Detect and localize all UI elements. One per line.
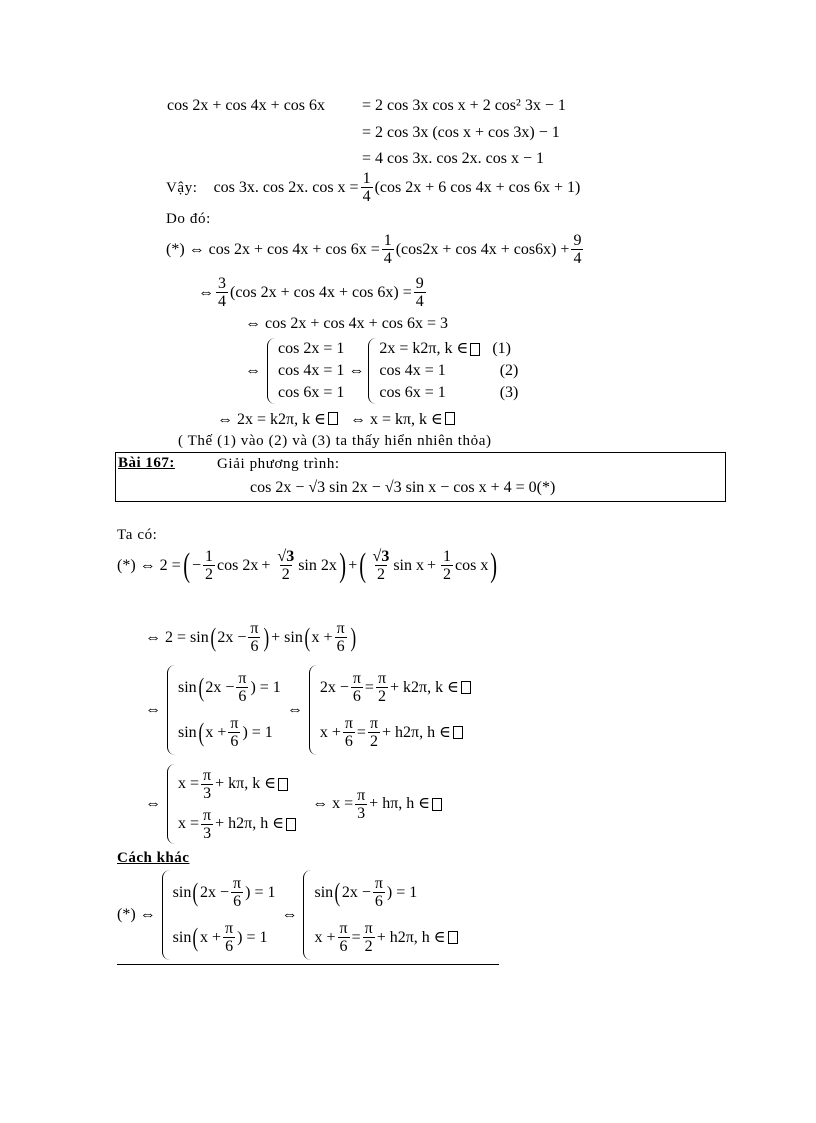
derivation-step-2: = 2 cos 3x (cos x + cos 3x) − 1 [362,124,560,141]
integer-set-icon [470,343,480,356]
equiv-symbol: ⇔ [281,906,298,923]
integer-set-icon [461,681,471,694]
system-cos-left [267,338,344,404]
fraction-one-half: $\frac{1}{2}$ [205,548,214,583]
equiv-symbol: ⇔ [245,362,261,379]
equiv-symbol: ⇔ [145,795,161,812]
derivation-step-3: = 4 cos 3x. cos 2x. cos x − 1 [362,150,545,167]
brace-icon [368,338,377,404]
eq2-mid: (cos 2x + cos 4x + cos 6x) = [230,283,412,301]
equivalence-line-2 [198,275,428,310]
fraction-one-quarter: $\frac{1}{4}$ [383,232,392,267]
equiv-symbol: ⇔ [198,283,214,301]
alt-system [117,870,458,960]
system-sin-right [309,665,471,755]
alt-left-row-1: sin ( 2x − $\frac{\pi}{6}$ ) = 1 [172,875,276,910]
sys-x-row-2: x = $\frac{\pi}{3}$ + h2π, h ∈ [178,807,296,842]
system-equivalence [245,338,518,404]
system-x: ⇔ x = $\frac{\pi}{3}$ + kπ, k ∈ x = $\frac{\pi}{3}$ + h2π, h ∈ ⇔ x = $\frac{\pi}{3}$ + hπ, h ∈ [145,764,442,844]
integer-set-icon [453,726,463,739]
brace-icon [303,870,312,960]
equiv-symbol: ⇔ [145,701,161,718]
sys-sin-left-row-2: sin ( x + $\frac{\pi}{6}$ ) = 1 [178,715,273,750]
sys-sin-left-row-1: sin ( 2x − $\frac{\pi}{6}$ ) = 1 [178,670,281,705]
sys-right-row-2: cos 4x = 1 (2) [379,362,519,379]
fraction-pi-six: $\frac{\pi}{6}$ [336,620,345,655]
section-divider [117,964,499,965]
do-do-label: Do đó: [166,211,211,227]
brace-icon [309,665,318,755]
conclusion-line [166,170,580,205]
vay-label: Vậy: [166,179,198,196]
eq1-lhs: ⇔ cos 2x + cos 4x + cos 6x = [188,240,380,258]
sys-sin-right-row-1: 2x − $\frac{\pi}{6}$ = $\frac{\pi}{2}$ + k2π, k ∈ [320,670,471,705]
fraction-nine-quarters: $\frac{9}{4}$ [415,275,424,310]
fraction-one-quarter: $\frac{1}{4}$ [362,170,371,205]
ta-co-label: Ta có: [117,527,158,543]
problem-instruction: Giải phương trình: [217,456,340,472]
sys-left-row-3: cos 6x = 1 [278,384,345,401]
brace-icon [267,338,276,404]
eq1-mid: (cos2x + cos 4x + cos6x) + [395,240,570,258]
star-marker: (*) [166,240,185,258]
sys-x-row-1: x = $\frac{\pi}{3}$ + kπ, k ∈ [178,767,296,802]
alt-right-row-2: x + $\frac{\pi}{6}$ = $\frac{\pi}{2}$ + h2π, h ∈ [314,920,457,955]
fraction-three-quarters: $\frac{3}{4}$ [218,275,226,310]
substitution-note: ( Thế (1) vào (2) và (3) ta thấy hiển nhiên thỏa) [178,433,492,449]
solution-line-2: ⇔ 2 = sin ( 2x − $\frac{\pi}{6}$ ) + sin ( x + $\frac{\pi}{6}$ ) [145,620,356,655]
fraction-pi-three: $\frac{\pi}{3}$ [357,786,366,822]
alt-right-row-1: sin ( 2x − $\frac{\pi}{6}$ ) = 1 [314,875,418,910]
conclusion-lhs: cos 3x. cos 2x. cos x = [213,178,359,196]
sys-x-result: ⇔ x = [312,795,354,812]
sys-left-row-2: cos 4x = 1 [278,362,345,379]
system-sin [145,665,471,755]
integer-set-icon [432,798,442,811]
problem-equation: cos 2x − √3 sin 2x − √3 sin x − cos x + 4 = 0(*) [250,479,556,496]
integer-set-icon [445,412,455,425]
equiv-symbol: ⇔ [348,362,365,379]
problem-label: Bài 167: [118,455,175,471]
alt-system-left [162,870,276,960]
equivalence-line-1 [166,232,585,267]
system-cos-right [368,338,518,404]
fraction-one-half: $\frac{1}{2}$ [443,548,452,583]
system-sin-left [167,665,281,755]
sys-right-row-1: 2x = k2π, k ∈ (1) [379,340,511,357]
integer-set-icon [328,412,338,425]
conclusion-rhs: (cos 2x + 6 cos 4x + cos 6x + 1) [374,178,581,196]
sys-left-row-1: cos 2x = 1 [278,340,345,357]
sys-right-row-3: cos 6x = 1 (3) [379,384,519,401]
fraction-sqrt3-half: $\frac{√3}{2}$ [372,548,390,583]
derivation-lhs: cos 2x + cos 4x + cos 6x [167,97,326,114]
brace-icon [167,665,176,755]
derivation-step-1: = 2 cos 3x cos x + 2 cos² 3x − 1 [362,97,566,114]
fraction-nine-quarters: $\frac{9}{4}$ [573,232,582,267]
alt-left-row-2: sin ( x + $\frac{\pi}{6}$ ) = 1 [172,920,268,955]
integer-set-icon [278,778,288,791]
brace-icon [162,870,171,960]
fraction-pi-six: $\frac{\pi}{6}$ [250,620,259,655]
equivalence-line-3: ⇔ cos 2x + cos 4x + cos 6x = 3 [245,315,449,332]
integer-set-icon [286,818,296,831]
equiv-symbol: ⇔ [286,701,303,718]
fraction-sqrt3-half: $\frac{√3}{2}$ [277,548,295,583]
final-solution-line: ⇔ 2x = k2π, k ∈ ⇔ x = kπ, k ∈ [217,410,455,430]
sys-sin-right-row-2: x + $\frac{\pi}{6}$ = $\frac{\pi}{2}$ + h2π, h ∈ [320,715,471,750]
alt-system-right [303,870,457,960]
cach-khac-heading: Cách khác [117,850,190,866]
alt-prefix: (*) ⇔ [117,906,156,923]
brace-icon [167,764,176,844]
solution-line-1: (*) ⇔ 2 = ( − $\frac{1}{2}$ cos 2x + $\frac{√3}{2}$ sin 2x ) + ( $\frac{√3}{2}$ sin x + $\frac{1}{2}$ cos x ) [117,546,498,584]
integer-set-icon [448,931,458,944]
system-x-left [167,764,296,844]
